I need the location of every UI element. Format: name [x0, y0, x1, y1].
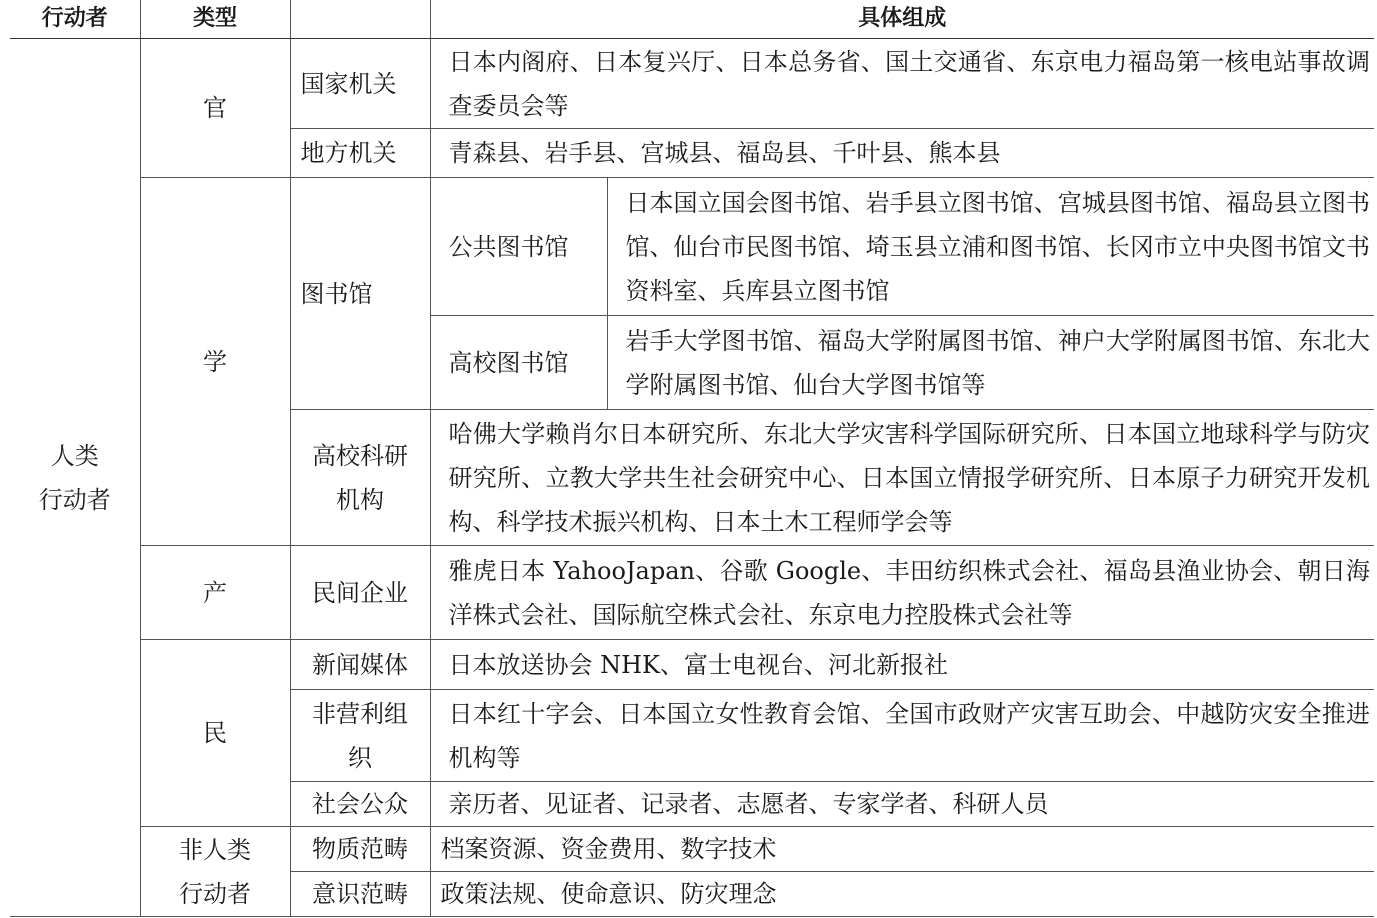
sub-news-media: 新闻媒体 [290, 640, 430, 690]
sub-local-agencies: 地方机关 [290, 129, 430, 178]
detail-nonprofit: 日本红十字会、日本国立女性教育会馆、全国市政财产灾害互助会、中越防灾安全推进机构等 [430, 690, 1374, 782]
sub-nonprofit: 非营利组 织 [290, 690, 430, 782]
detail-general-public: 亲历者、见证者、记录者、志愿者、专家学者、科研人员 [430, 782, 1374, 827]
type-ideational: 意识范畴 [290, 872, 430, 917]
detail-private-enterprises: 雅虎日本 YahooJapan、谷歌 Google、丰田纺织株式会社、福岛县渔业协会、朝日海洋株式会社、国际航空株式会社、东京电力控股株式会社等 [430, 546, 1374, 640]
subsub-university-library: 高校图书馆 [430, 316, 607, 410]
table-row [10, 39, 1374, 129]
sub-general-public: 社会公众 [290, 782, 430, 827]
header-detail: 具体组成 [430, 0, 1374, 39]
nonhuman-actor-label: 非人类 行动者 [140, 827, 290, 917]
sub-research-institutes: 高校科研 机构 [290, 410, 430, 546]
detail-ideational: 政策法规、使命意识、防灾理念 [430, 872, 1374, 917]
detail-national-agencies: 日本内阁府、日本复兴厅、日本总务省、国土交通省、东京电力福岛第一核电站事故调查委员会等 [430, 39, 1374, 129]
detail-research-institutes: 哈佛大学赖肖尔日本研究所、东北大学灾害科学国际研究所、日本国立地球科学与防灾研究所、立教大学共生社会研究中心、日本国立情报学研究所、日本原子力研究开发机构、科学技术振兴机构、日本土木工程师学会等 [430, 410, 1374, 546]
human-actor-label: 人类 行动者 [10, 39, 140, 917]
header-type: 类型 [140, 0, 290, 39]
detail-public-library: 日本国立国会图书馆、岩手县立图书馆、宫城县图书馆、福岛县立图书馆、仙台市民图书馆、埼玉县立浦和图书馆、长冈市立中央图书馆文书资料室、兵库县立图书馆 [607, 178, 1374, 316]
detail-material: 档案资源、资金费用、数字技术 [430, 827, 1374, 872]
table-row [10, 546, 1374, 640]
detail-local-agencies: 青森县、岩手县、宫城县、福岛县、千叶县、熊本县 [430, 129, 1374, 178]
subsub-public-library: 公共图书馆 [430, 178, 607, 316]
header-actor: 行动者 [10, 0, 140, 39]
detail-news-media: 日本放送协会 NHK、富士电视台、河北新报社 [430, 640, 1374, 690]
category-guan: 官 [140, 39, 290, 178]
table-row [10, 640, 1374, 690]
sub-library: 图书馆 [290, 178, 430, 410]
sub-private-enterprises: 民间企业 [290, 546, 430, 640]
type-material: 物质范畴 [290, 827, 430, 872]
category-xue: 学 [140, 178, 290, 546]
sub-national-agencies: 国家机关 [290, 39, 430, 129]
detail-university-library: 岩手大学图书馆、福岛大学附属图书馆、神户大学附属图书馆、东北大学附属图书馆、仙台大学图书馆等 [607, 316, 1374, 410]
header-row [10, 0, 1374, 39]
category-min: 民 [140, 640, 290, 827]
table-row [10, 178, 1374, 316]
actor-composition-table [10, 0, 1374, 917]
category-chan: 产 [140, 546, 290, 640]
table-row [10, 827, 1374, 872]
header-spacer [290, 0, 430, 39]
